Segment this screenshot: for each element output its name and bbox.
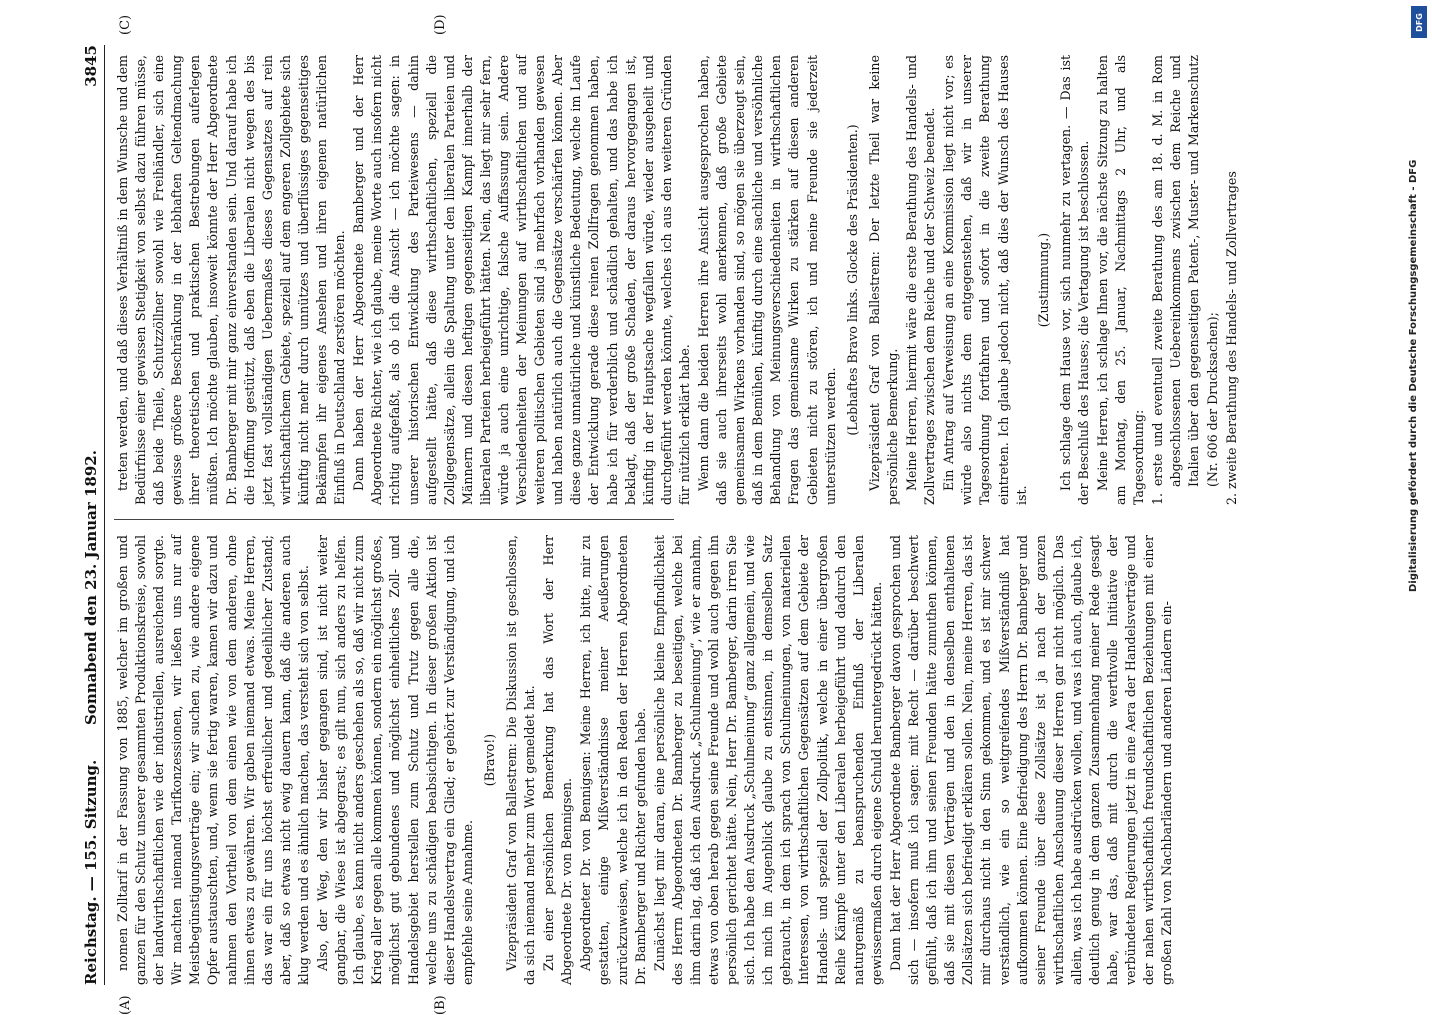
agenda-item: 1. erste und eventuell zweite Berathung des am 18. d. M. in Rom abgeschlossenen Uebereinkommens zwischen dem Reiche und Italien über den gegenseitigen Patent-, Muster- und Markenschutz (Nr. 606 der Drucksachen); bbox=[1150, 55, 1220, 505]
paragraph: Ein Antrag auf Verweisung an eine Kommission liegt nicht vor; es würde also nichts dem entgegenstehen, daß wir in unserer Tagesordnung fortfahren und sofort in die zweite Berathung eintreten. Ich glaube jedoch nicht, daß dies der Wunsch des Hauses ist. bbox=[941, 55, 1029, 505]
paragraph: Zu einer persönlichen Bemerkung hat das Wort der Herr Abgeordnete Dr. von Bennigsen. bbox=[541, 535, 575, 985]
paragraph: Meine Herren, ich schlage Ihnen vor, die nächste Sitzung zu halten am Montag, den 25. Januar, Nachmittags 2 Uhr, und als Tagesordnung: bbox=[1094, 55, 1147, 505]
margin-marker-b: (B) bbox=[433, 995, 448, 1015]
paragraph: Ich schlage dem Hause vor, sich nunmehr zu vertagen. — Das ist der Beschluß des Hauses; die Vertagung ist beschlossen. bbox=[1057, 55, 1091, 505]
right-column bbox=[114, 55, 1242, 505]
rotated-text-block bbox=[78, 14, 1239, 1015]
page-header bbox=[78, 45, 105, 985]
paragraph: nomen Zolltarif in der Fassung von 1885, welcher im großen und ganzen für den Schutz unserer gesammten Produktionskreise, sowohl der landwirthschaftlichen wie der industriellen, ausreichend sorgte. Wir machten niemand Tarifkonzessionen, wir ließen uns nur auf Meistbegünstigungsverträge ein; wir suchen zu, wie andere eigene Opfer austauschten, und, wenn sie fertig waren, kamen wir dazu und nahmen den Vortheil von dem einen wie von dem anderen, ohne ihnen etwas zu gewähren. Wir gaben niemand etwas. Meine Herren, das war ein für uns höchst erfreulicher und gedeihlicher Zustand; aber, daß so etwas nicht ewig dauern kann, daß die anderen auch klug werden und es ähnlich machen, das versteht sich von selbst. bbox=[115, 535, 311, 985]
paragraph: Also, der Weg, den wir bisher gegangen sind, ist nicht weiter gangbar, die Wiese ist abgegrast; es gilt nun, sich anders zu helfen. Ich glaube, es kann nicht anders geschehen als so, daß wir nicht zum Krieg aller gegen alle kommen können, sondern ein möglichst großes, möglichst gut gebundenes und möglichst einheitliches Zoll- und Handelsgebiet herstellen zum Schutz und Trutz gegen alle die, welche uns zu schädigen beabsichtigen. In dieser großen Aktion ist dieser Handelsvertrag ein Glied; er gehört zur Verständigung, und ich empfehle seine Annahme. bbox=[315, 535, 475, 985]
paragraph: Meine Herren, hiermit wäre die erste Berathung des Handels- und Zollvertrages zwischen dem Reiche und der Schweiz beendet. bbox=[904, 55, 938, 505]
paragraph: Dann hat der Herr Abgeordnete Bamberger davon gesprochen und sich — insofern muß ich sagen: mit Recht — darüber beschwert gefühlt, daß ich ihm und seinen Freunden hätte zumuthen können, daß sie mit diesen Verträgen und den in denselben enthaltenen Zollsätzen sich befriedigt erklären sollen. Nein, meine Herren, das ist mir durchaus nicht in den Sinn gekommen, und es ist mir schwer verständlich, wie ein so weitgreifendes Mißverständniß hat aufkommen können. Eine Befriedigung des Herrn Dr. Bamberger und seiner Freunde über diese Zollsätze ist ja nach der ganzen wirthschaftlichen Anschauung dieser Herren gar nicht möglich. Das allein, was ich habe ausdrücken wollen, und was ich auch, glaube ich, deutlich genug in dem ganzen Zusammenhang meiner Rede gesagt habe, war das, daß mit durch die werthvolle Initiative der verbündeten Regierungen jetzt in eine Aera der Handelsverträge und der nahen wirthschaftlich freundschaftlichen Beziehungen mit einer großen Zahl von Nachbarländern und anderen Ländern ein- bbox=[887, 535, 1175, 985]
paragraph: treten werden, und daß dieses Verhältniß in dem Wunsche und dem Bedürfnisse einer gewissen Stetigkeit von selbst dazu führen müsse, daß beide Theile, Schutzzöllner sowohl wie Freihändler, sich eine gewisse größere Beschränkung in der lebhaften Geltendmachung ihrer theoretischen und praktischen Bestrebungen auferlegen müßten. Ich möchte glauben, insoweit könnte der Herr Abgeordnete Dr. Bamberger mit mir ganz einverstanden sein. Und darauf habe ich die Hoffnung gestützt, daß eben die Liberalen nicht wegen des bis jetzt fast vollständigen Uebermaßes dieses Gegensatzes auf rein wirthschaftlichem Gebiete, speziell auf dem engeren Zollgebiete sich künftig nicht mehr durch unnützes und überflüssiges gegenseitiges Bekämpfen ihr eigenes Ansehen und ihren eigenen natürlichen Einfluß in Deutschland zerstören möchten. bbox=[115, 55, 348, 505]
header-date: Sonnabend den 23. Januar 1892. bbox=[82, 450, 100, 725]
paragraph: Abgeordneter Dr. von Bennigsen: Meine Herren, ich bitte, mir zu gestatten, einige Mißverständnisse meiner Aeußerungen zurückzuweisen, welche ich in den Reden der Herren Abgeordneten Dr. Bamberger und Richter gefunden habe. bbox=[578, 535, 648, 985]
interjection-applause: (Lebhaftes Bravo links. Glocke des Präsidenten.) bbox=[844, 124, 860, 436]
agenda-item: 2. zweite Berathung des Handels- und Zollvertrages bbox=[1223, 171, 1239, 505]
margin-marker-a: (A) bbox=[118, 995, 133, 1015]
paragraph: Dann haben der Herr Abgeordnete Bamberger und der Herr Abgeordnete Richter, wie ich glaube, meine Worte auch insofern nicht richtig aufgefaßt, als ob ich die Ansicht — ich möchte sagen: in unserer historischen Entwicklung des Parteiwesens — dahin aufgestellt hätte, daß diese wirthschaftlichen, speziell die Zollgegensätze, allein die Spaltung unter den liberalen Parteien und Männern und diesen heftigen gegenseitigen Kampf innerhalb der liberalen Parteien herbeigeführt hätten. Nein, das liegt mir sehr fern, würde ja auch eine unrichtige, falsche Auffassung sein. Andere Verschiedenheiten der Meinungen auf wirthschaftlichen und auf weiteren politischen Gebieten sind ja mehrfach vorhanden gewesen und haben natürlich auch die Gegensätze verschärfen können. Aber diese ganze unnatürliche und künstliche Bedeutung, welche im Laufe der Entwicklung gerade diese reinen Zollfragen genommen haben, habe ich für verderblich und schädlich gehalten, und das habe ich beklagt, daß der große Schaden, der daraus hervorgegangen ist, künftig in der Hauptsache wegfallen würde, wieder ausgeheilt und durchgeführt werden könnte, welches ich aus den weiteren Gründen für nützlich erklärt habe. bbox=[351, 55, 692, 505]
margin-marker-d: (D) bbox=[433, 14, 448, 35]
paragraph: Zunächst liegt mir daran, eine persönliche kleine Empfindlichkeit des Herrn Abgeordneten Dr. Bamberger zu beseitigen, welche bei ihm darin lag, daß ich den Ausdruck „Schulmeinung“, wie er annahm, etwas von oben herab gegen seine Freunde und wohl auch gegen ihn persönlich gerichtet hätte. Nein, Herr Dr. Bamberger, darin irren Sie sich. Ich habe den Ausdruck „Schulmeinung“ ganz allgemein, und wie ich mich im Augenblick glaube zu entsinnen, in demselben Satz gebraucht, in dem ich sprach von Schulmeinungen, von materiellen Interessen, von wirthschaftlichen Gegensätzen auf dem Gebiete der Handels- und speziell der Zollpolitik, welche in einer übergroßen Reihe Kämpfe unter den Liberalen herbeigeführt und dadurch den naturgemäß zu beanspruchenden Einfluß der Liberalen gewissermaßen durch eigene Schuld heruntergedrückt hätten. bbox=[651, 535, 884, 985]
dfg-logo-text: DFG bbox=[1414, 12, 1424, 32]
margin-marker-c: (C) bbox=[118, 14, 133, 35]
paragraph: Wenn dann die beiden Herren ihre Ansicht ausgesprochen haben, daß sie auch ihrerseits wohl anerkennen, daß große Gebiete gemeinsamen Wirkens vorhanden sind, so mögen sie überzeugt sein, daß in dem Bemühen, künftig durch eine sachliche und versöhnliche Behandlung von Meinungsverschiedenheiten in wirthschaftlichen Fragen das gemeinsame Wirken zu stärken auf diesen anderen Gebieten nicht zu stören, ich und meine Freunde sie jederzeit unterstützen werden. bbox=[696, 55, 838, 505]
page-number: 3845 bbox=[82, 45, 100, 87]
paragraph: Vizepräsident Graf von Ballestrem: Die Diskussion ist geschlossen, da sich niemand mehr zum Wort gemeldet hat. bbox=[503, 535, 538, 985]
header-title: Reichstag. — 155. Sitzung. bbox=[82, 759, 100, 985]
interjection-bravo: (Bravo!) bbox=[481, 733, 497, 787]
left-column bbox=[114, 535, 1177, 985]
digitization-note bbox=[1408, 12, 1428, 592]
column-divider bbox=[114, 519, 674, 520]
digitization-note-text: Digitalisierung gefördert durch die Deutsche Forschungsgemeinschaft - DFG bbox=[1408, 159, 1419, 592]
interjection-assent: (Zustimmung.) bbox=[1035, 232, 1051, 328]
paragraph: Vizepräsident Graf von Ballestrem: Der letzte Theil war keine persönliche Bemerkung. bbox=[866, 55, 900, 505]
